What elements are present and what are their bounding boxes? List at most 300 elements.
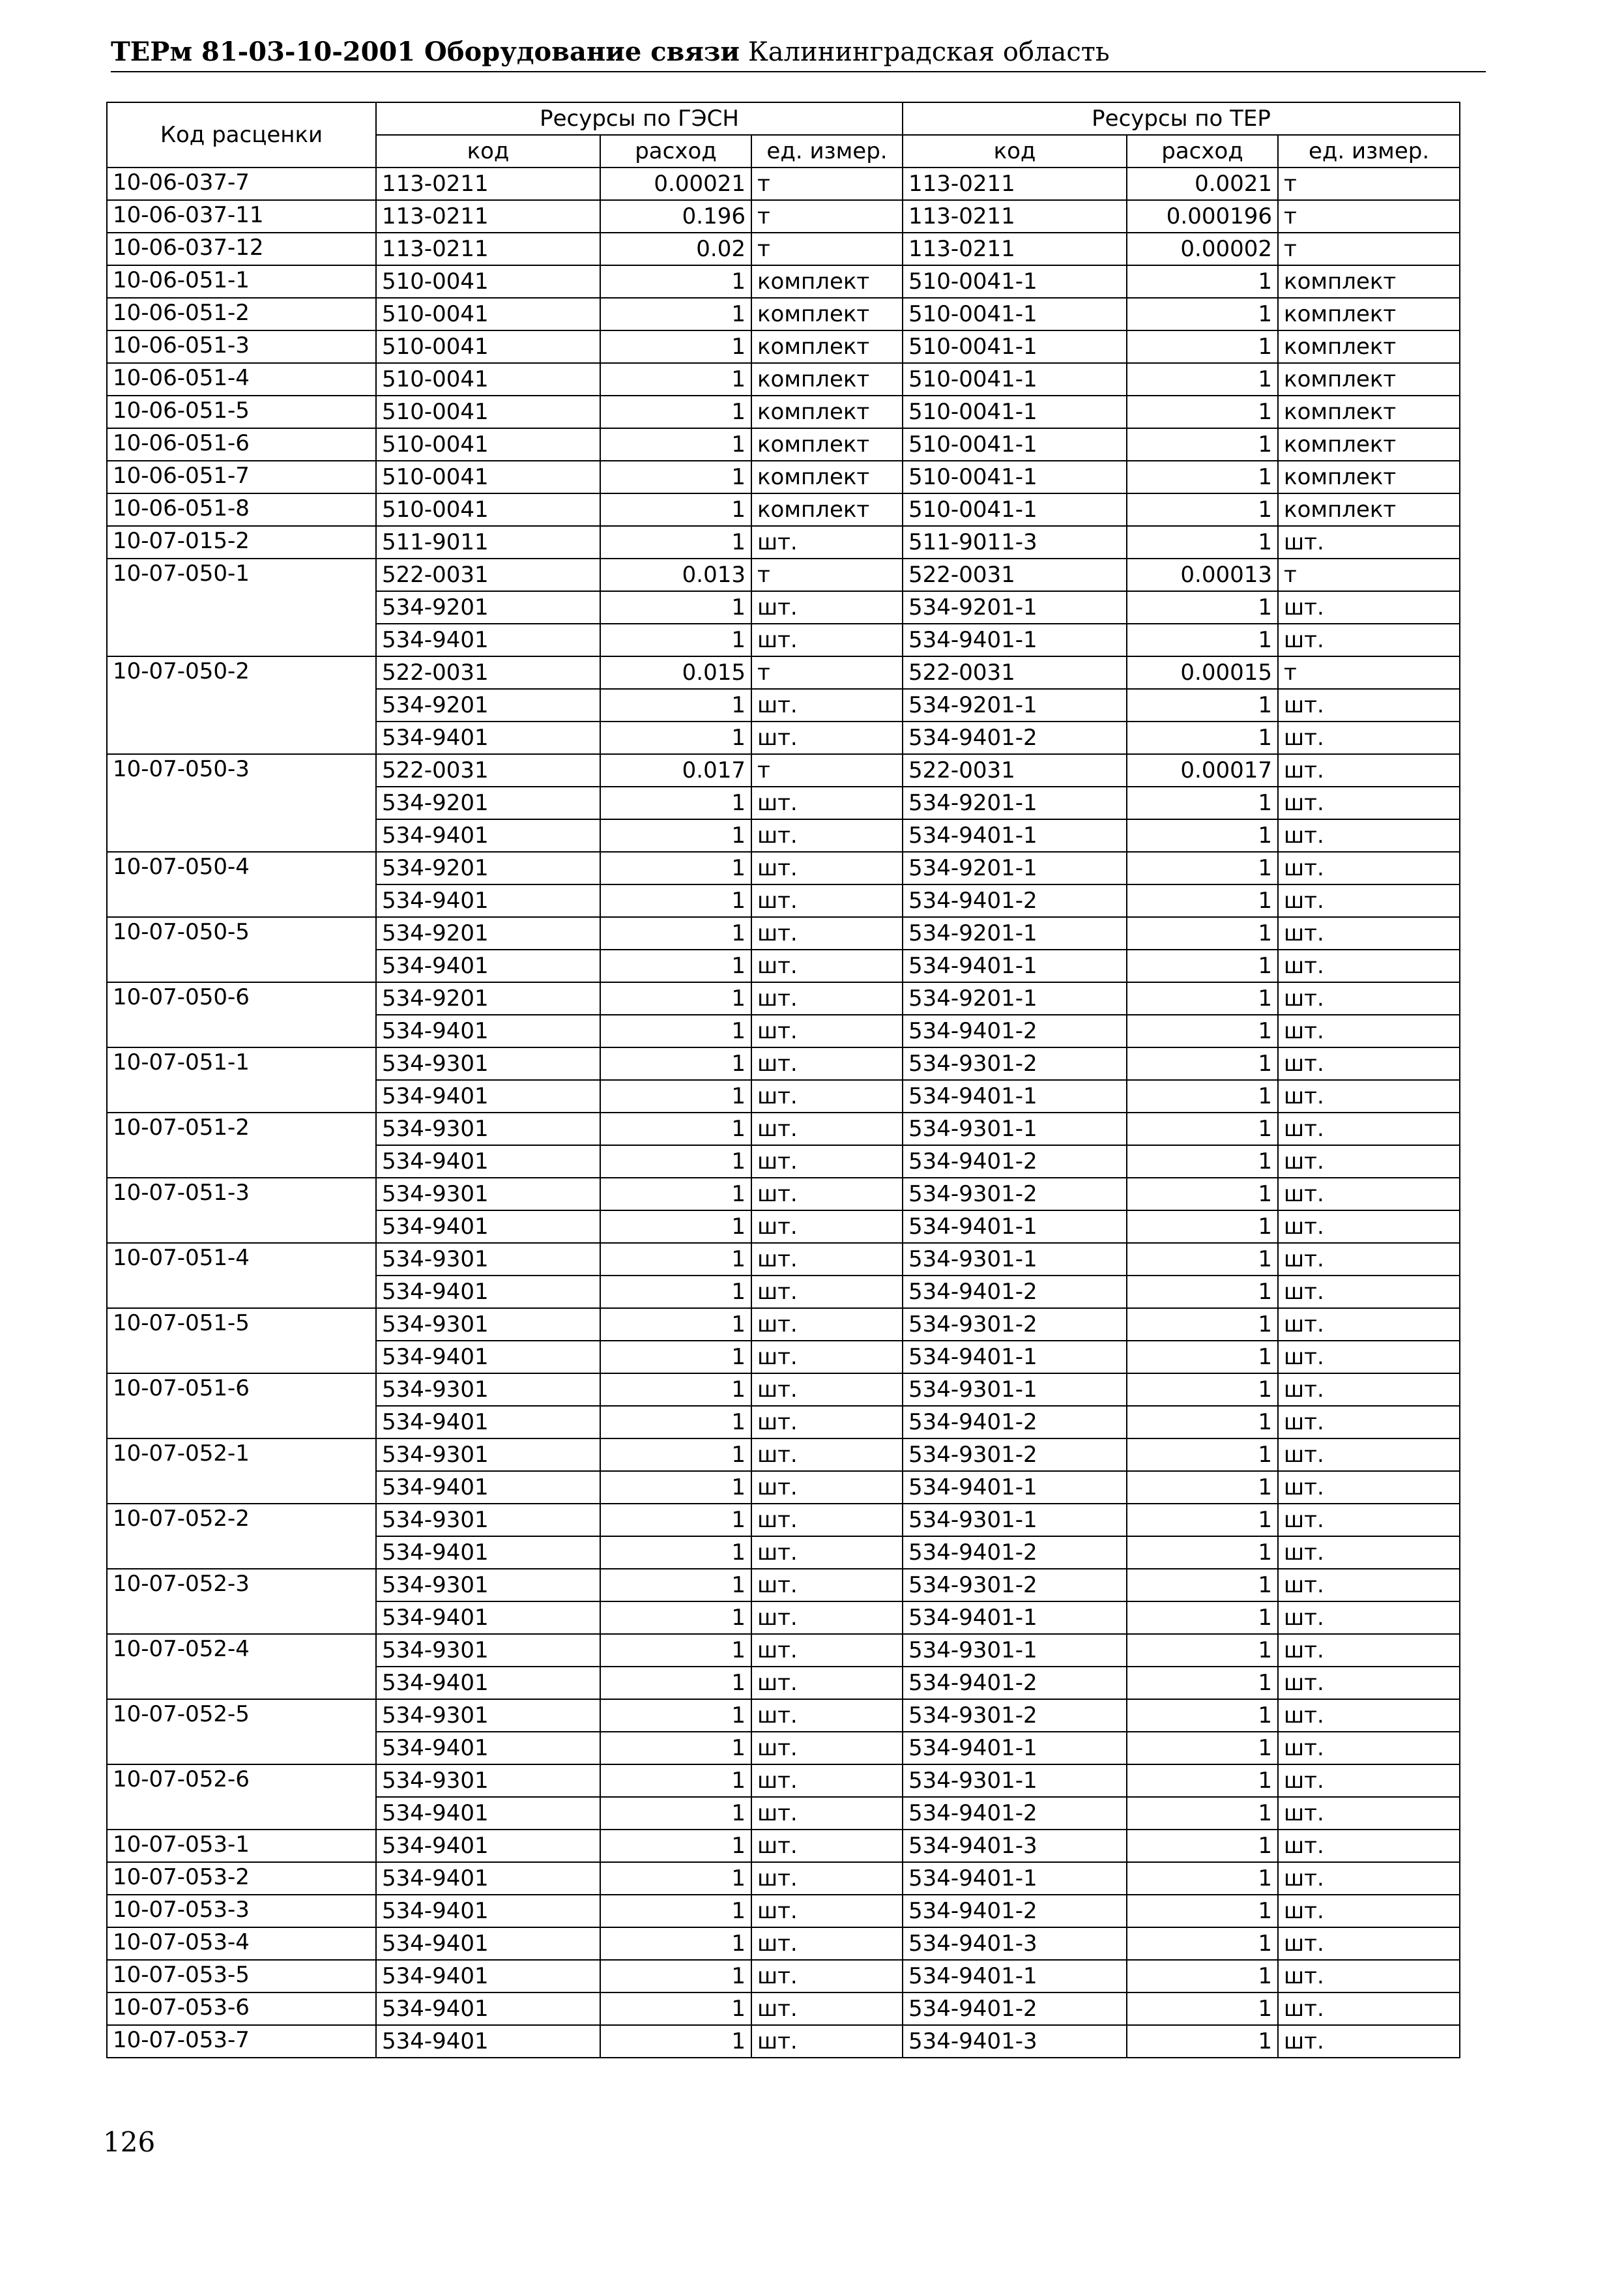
cell-ter-rate: 1: [1127, 2025, 1278, 2058]
cell-gesn-unit: шт.: [751, 1667, 903, 1699]
cell-ter-unit: т: [1278, 559, 1460, 591]
cell-gesn-unit: шт.: [751, 1601, 903, 1634]
cell-gesn-rate: 1: [600, 1764, 751, 1797]
cell-gesn-rate: 1: [600, 1797, 751, 1830]
cell-ter-rate: 1: [1127, 1862, 1278, 1895]
cell-gesn-code: 510-0041: [376, 265, 600, 298]
cell-gesn-code: 534-9401: [376, 1080, 600, 1113]
cell-ter-unit: шт.: [1278, 1895, 1460, 1927]
cell-rate-code: 10-07-015-2: [107, 526, 376, 559]
cell-gesn-unit: шт.: [751, 852, 903, 884]
cell-gesn-rate: 1: [600, 1471, 751, 1504]
cell-ter-unit: шт.: [1278, 1047, 1460, 1080]
cell-ter-unit: шт.: [1278, 1764, 1460, 1797]
cell-ter-rate: 1: [1127, 330, 1278, 363]
cell-ter-rate: 1: [1127, 298, 1278, 330]
cell-gesn-unit: шт.: [751, 1927, 903, 1960]
cell-ter-unit: шт.: [1278, 1634, 1460, 1667]
table-row: [107, 917, 1460, 950]
cell-ter-rate: 1: [1127, 722, 1278, 754]
cell-gesn-code: 534-9201: [376, 787, 600, 819]
cell-ter-unit: шт.: [1278, 1015, 1460, 1047]
cell-gesn-code: 534-9401: [376, 1210, 600, 1243]
cell-ter-unit: шт.: [1278, 1601, 1460, 1634]
cell-gesn-unit: комплект: [751, 396, 903, 428]
cell-gesn-unit: шт.: [751, 917, 903, 950]
cell-ter-code: 534-9401-1: [903, 1341, 1127, 1373]
cell-gesn-rate: 1: [600, 298, 751, 330]
cell-gesn-unit: шт.: [751, 982, 903, 1015]
cell-gesn-code: 534-9401: [376, 1536, 600, 1569]
cell-ter-code: 510-0041-1: [903, 493, 1127, 526]
cell-rate-code: 10-07-051-3: [107, 1178, 376, 1243]
cell-gesn-code: 534-9401: [376, 1601, 600, 1634]
cell-ter-unit: т: [1278, 168, 1460, 200]
cell-gesn-unit: т: [751, 754, 903, 787]
cell-gesn-rate: 1: [600, 2025, 751, 2058]
cell-gesn-code: 113-0211: [376, 233, 600, 265]
cell-ter-rate: 1: [1127, 852, 1278, 884]
cell-rate-code: 10-06-051-6: [107, 428, 376, 461]
cell-ter-code: 534-9301-1: [903, 1373, 1127, 1406]
cell-ter-rate: 1: [1127, 982, 1278, 1015]
table-row: [107, 330, 1460, 363]
cell-gesn-unit: шт.: [751, 884, 903, 917]
cell-gesn-unit: шт.: [751, 1047, 903, 1080]
cell-gesn-rate: 1: [600, 1634, 751, 1667]
cell-gesn-unit: шт.: [751, 1145, 903, 1178]
cell-ter-unit: шт.: [1278, 689, 1460, 722]
cell-gesn-unit: шт.: [751, 1243, 903, 1276]
cell-gesn-rate: 1: [600, 1373, 751, 1406]
cell-ter-unit: шт.: [1278, 1569, 1460, 1601]
cell-ter-unit: шт.: [1278, 1927, 1460, 1960]
header-gesn-rate: расход: [600, 135, 751, 168]
cell-gesn-unit: шт.: [751, 1536, 903, 1569]
cell-gesn-rate: 1: [600, 1992, 751, 2025]
cell-ter-rate: 1: [1127, 1569, 1278, 1601]
table-row: [107, 2025, 1460, 2058]
cell-ter-code: 534-9401-1: [903, 1210, 1127, 1243]
cell-ter-code: 534-9401-1: [903, 1471, 1127, 1504]
table-row: [107, 1047, 1460, 1080]
cell-gesn-rate: 0.196: [600, 200, 751, 233]
cell-ter-unit: т: [1278, 233, 1460, 265]
cell-gesn-unit: шт.: [751, 1308, 903, 1341]
cell-rate-code: 10-07-051-6: [107, 1373, 376, 1438]
cell-ter-unit: комплект: [1278, 363, 1460, 396]
cell-ter-unit: шт.: [1278, 1862, 1460, 1895]
cell-gesn-code: 510-0041: [376, 493, 600, 526]
table-row: [107, 168, 1460, 200]
cell-ter-code: 534-9401-1: [903, 950, 1127, 982]
cell-gesn-unit: шт.: [751, 787, 903, 819]
cell-gesn-unit: шт.: [751, 1895, 903, 1927]
cell-rate-code: 10-06-051-5: [107, 396, 376, 428]
cell-ter-rate: 1: [1127, 1927, 1278, 1960]
cell-gesn-code: 522-0031: [376, 656, 600, 689]
cell-ter-code: 534-9401-2: [903, 722, 1127, 754]
cell-gesn-unit: шт.: [751, 526, 903, 559]
table-row: [107, 852, 1460, 884]
cell-gesn-code: 510-0041: [376, 298, 600, 330]
cell-gesn-rate: 1: [600, 1080, 751, 1113]
cell-ter-rate: 1: [1127, 591, 1278, 624]
cell-rate-code: 10-07-052-4: [107, 1634, 376, 1699]
cell-gesn-rate: 1: [600, 363, 751, 396]
cell-ter-unit: шт.: [1278, 1341, 1460, 1373]
cell-ter-code: 510-0041-1: [903, 461, 1127, 493]
cell-gesn-unit: комплект: [751, 461, 903, 493]
cell-gesn-unit: шт.: [751, 722, 903, 754]
cell-ter-code: 534-9301-2: [903, 1569, 1127, 1601]
cell-ter-unit: шт.: [1278, 722, 1460, 754]
cell-ter-code: 510-0041-1: [903, 330, 1127, 363]
cell-ter-rate: 1: [1127, 1667, 1278, 1699]
cell-gesn-code: 534-9201: [376, 852, 600, 884]
cell-rate-code: 10-07-052-6: [107, 1764, 376, 1830]
cell-ter-code: 534-9201-1: [903, 689, 1127, 722]
cell-ter-rate: 1: [1127, 493, 1278, 526]
cell-gesn-rate: 1: [600, 884, 751, 917]
table-row: [107, 298, 1460, 330]
cell-ter-unit: шт.: [1278, 754, 1460, 787]
cell-rate-code: 10-07-052-1: [107, 1438, 376, 1504]
cell-gesn-unit: шт.: [751, 1504, 903, 1536]
cell-ter-unit: шт.: [1278, 1308, 1460, 1341]
cell-gesn-code: 534-9401: [376, 1732, 600, 1764]
cell-gesn-rate: 0.02: [600, 233, 751, 265]
cell-ter-rate: 1: [1127, 1341, 1278, 1373]
cell-ter-rate: 1: [1127, 265, 1278, 298]
cell-ter-code: 510-0041-1: [903, 363, 1127, 396]
cell-ter-rate: 1: [1127, 1830, 1278, 1862]
cell-ter-rate: 1: [1127, 396, 1278, 428]
header-code: Код расценки: [107, 102, 376, 168]
cell-rate-code: 10-07-053-5: [107, 1960, 376, 1992]
header-ter-code: код: [903, 135, 1127, 168]
cell-gesn-unit: комплект: [751, 428, 903, 461]
cell-rate-code: 10-07-050-2: [107, 656, 376, 754]
table-row: [107, 1243, 1460, 1276]
cell-ter-rate: 1: [1127, 1504, 1278, 1536]
cell-ter-code: 534-9401-1: [903, 1862, 1127, 1895]
cell-gesn-rate: 1: [600, 950, 751, 982]
cell-gesn-rate: 1: [600, 461, 751, 493]
cell-ter-code: 534-9201-1: [903, 917, 1127, 950]
cell-gesn-rate: 0.015: [600, 656, 751, 689]
cell-ter-rate: 1: [1127, 1797, 1278, 1830]
cell-gesn-unit: шт.: [751, 1471, 903, 1504]
cell-gesn-rate: 1: [600, 1569, 751, 1601]
cell-ter-code: 534-9401-2: [903, 1667, 1127, 1699]
cell-ter-rate: 1: [1127, 363, 1278, 396]
cell-gesn-rate: 1: [600, 1504, 751, 1536]
cell-gesn-code: 534-9401: [376, 1341, 600, 1373]
cell-ter-rate: 1: [1127, 1536, 1278, 1569]
cell-ter-unit: комплект: [1278, 298, 1460, 330]
cell-gesn-unit: шт.: [751, 1080, 903, 1113]
header-ter-group: Ресурсы по ТЕР: [903, 102, 1460, 135]
cell-ter-unit: шт.: [1278, 982, 1460, 1015]
cell-gesn-rate: 1: [600, 917, 751, 950]
cell-gesn-unit: шт.: [751, 1830, 903, 1862]
cell-rate-code: 10-07-050-1: [107, 559, 376, 656]
cell-ter-code: 534-9301-1: [903, 1634, 1127, 1667]
cell-gesn-unit: комплект: [751, 493, 903, 526]
cell-ter-unit: шт.: [1278, 950, 1460, 982]
cell-ter-rate: 1: [1127, 1047, 1278, 1080]
cell-gesn-code: 534-9201: [376, 982, 600, 1015]
cell-gesn-code: 534-9301: [376, 1764, 600, 1797]
table-row: [107, 1830, 1460, 1862]
cell-gesn-unit: шт.: [751, 819, 903, 852]
cell-gesn-code: 534-9301: [376, 1438, 600, 1471]
header-gesn-unit: ед. измер.: [751, 135, 903, 168]
cell-ter-rate: 1: [1127, 461, 1278, 493]
cell-gesn-unit: шт.: [751, 1634, 903, 1667]
cell-gesn-code: 534-9401: [376, 1895, 600, 1927]
cell-gesn-rate: 1: [600, 1145, 751, 1178]
page-header: [111, 36, 1486, 72]
cell-ter-unit: шт.: [1278, 1406, 1460, 1438]
cell-gesn-rate: 1: [600, 265, 751, 298]
cell-ter-rate: 1: [1127, 428, 1278, 461]
cell-ter-unit: шт.: [1278, 1243, 1460, 1276]
cell-ter-rate: 1: [1127, 1895, 1278, 1927]
cell-gesn-code: 510-0041: [376, 396, 600, 428]
cell-gesn-rate: 1: [600, 1601, 751, 1634]
cell-ter-code: 534-9301-1: [903, 1764, 1127, 1797]
cell-ter-rate: 0.00017: [1127, 754, 1278, 787]
table-row: [107, 656, 1460, 689]
cell-ter-unit: шт.: [1278, 1699, 1460, 1732]
cell-gesn-code: 510-0041: [376, 363, 600, 396]
table-header: [107, 102, 1460, 168]
header-ter-unit: ед. измер.: [1278, 135, 1460, 168]
cell-ter-code: 534-9401-2: [903, 1406, 1127, 1438]
table-row: [107, 363, 1460, 396]
table-row: [107, 1504, 1460, 1536]
cell-gesn-rate: 1: [600, 1341, 751, 1373]
table-row: [107, 1992, 1460, 2025]
cell-rate-code: 10-06-051-1: [107, 265, 376, 298]
header-title-region: Калининградская область: [747, 37, 1110, 67]
cell-gesn-code: 534-9301: [376, 1243, 600, 1276]
cell-gesn-unit: комплект: [751, 330, 903, 363]
cell-gesn-rate: 1: [600, 1699, 751, 1732]
cell-ter-code: 534-9401-3: [903, 1927, 1127, 1960]
table-body: [107, 168, 1460, 2058]
cell-ter-rate: 1: [1127, 1699, 1278, 1732]
cell-gesn-rate: 1: [600, 1895, 751, 1927]
cell-gesn-unit: шт.: [751, 1341, 903, 1373]
cell-ter-rate: 1: [1127, 1373, 1278, 1406]
table-row: [107, 1308, 1460, 1341]
cell-ter-unit: шт.: [1278, 852, 1460, 884]
cell-ter-code: 534-9301-2: [903, 1438, 1127, 1471]
cell-ter-rate: 1: [1127, 819, 1278, 852]
cell-gesn-rate: 1: [600, 1960, 751, 1992]
cell-ter-code: 534-9201-1: [903, 852, 1127, 884]
header-title-bold: ТЕРм 81-03-10-2001 Оборудование связи: [111, 36, 740, 67]
cell-gesn-code: 534-9401: [376, 1960, 600, 1992]
cell-ter-unit: шт.: [1278, 819, 1460, 852]
cell-gesn-unit: т: [751, 200, 903, 233]
table-row: [107, 493, 1460, 526]
cell-rate-code: 10-06-051-2: [107, 298, 376, 330]
cell-ter-code: 534-9301-1: [903, 1243, 1127, 1276]
cell-ter-unit: шт.: [1278, 1178, 1460, 1210]
cell-gesn-code: 534-9401: [376, 884, 600, 917]
cell-rate-code: 10-06-037-12: [107, 233, 376, 265]
cell-rate-code: 10-07-051-5: [107, 1308, 376, 1373]
cell-gesn-code: 534-9301: [376, 1504, 600, 1536]
table-row: [107, 1113, 1460, 1145]
cell-ter-code: 522-0031: [903, 656, 1127, 689]
cell-gesn-rate: 1: [600, 330, 751, 363]
cell-ter-code: 510-0041-1: [903, 428, 1127, 461]
cell-gesn-rate: 1: [600, 526, 751, 559]
cell-gesn-code: 510-0041: [376, 428, 600, 461]
cell-gesn-rate: 1: [600, 787, 751, 819]
cell-gesn-unit: шт.: [751, 591, 903, 624]
cell-ter-unit: шт.: [1278, 1504, 1460, 1536]
cell-gesn-unit: комплект: [751, 298, 903, 330]
cell-rate-code: 10-06-051-4: [107, 363, 376, 396]
cell-gesn-rate: 1: [600, 624, 751, 656]
cell-ter-rate: 1: [1127, 787, 1278, 819]
cell-ter-code: 534-9401-1: [903, 1960, 1127, 1992]
table-row: [107, 461, 1460, 493]
cell-rate-code: 10-06-051-3: [107, 330, 376, 363]
cell-gesn-unit: комплект: [751, 265, 903, 298]
cell-gesn-unit: шт.: [751, 1276, 903, 1308]
cell-gesn-unit: шт.: [751, 624, 903, 656]
cell-gesn-code: 522-0031: [376, 754, 600, 787]
table-row: [107, 1178, 1460, 1210]
cell-gesn-rate: 0.017: [600, 754, 751, 787]
cell-ter-unit: т: [1278, 200, 1460, 233]
cell-ter-rate: 1: [1127, 1732, 1278, 1764]
cell-ter-code: 534-9401-2: [903, 1992, 1127, 2025]
cell-ter-unit: комплект: [1278, 461, 1460, 493]
cell-gesn-rate: 1: [600, 1536, 751, 1569]
cell-gesn-rate: 1: [600, 1276, 751, 1308]
table-row: [107, 200, 1460, 233]
header-gesn-group: Ресурсы по ГЭСН: [376, 102, 903, 135]
cell-gesn-unit: шт.: [751, 1960, 903, 1992]
cell-gesn-rate: 1: [600, 1438, 751, 1471]
cell-gesn-unit: т: [751, 233, 903, 265]
cell-ter-code: 534-9201-1: [903, 982, 1127, 1015]
cell-ter-unit: шт.: [1278, 917, 1460, 950]
cell-ter-rate: 1: [1127, 1992, 1278, 2025]
cell-gesn-code: 534-9301: [376, 1373, 600, 1406]
cell-ter-rate: 1: [1127, 1080, 1278, 1113]
cell-gesn-rate: 1: [600, 982, 751, 1015]
table-row: [107, 1438, 1460, 1471]
cell-ter-unit: шт.: [1278, 1732, 1460, 1764]
cell-gesn-rate: 0.00021: [600, 168, 751, 200]
cell-ter-rate: 1: [1127, 884, 1278, 917]
cell-rate-code: 10-07-053-1: [107, 1830, 376, 1862]
cell-ter-rate: 1: [1127, 1113, 1278, 1145]
cell-ter-rate: 1: [1127, 1634, 1278, 1667]
cell-gesn-code: 534-9401: [376, 722, 600, 754]
cell-gesn-rate: 1: [600, 1113, 751, 1145]
cell-ter-rate: 1: [1127, 1960, 1278, 1992]
cell-ter-rate: 1: [1127, 1178, 1278, 1210]
cell-ter-code: 113-0211: [903, 168, 1127, 200]
cell-gesn-rate: 1: [600, 1308, 751, 1341]
cell-gesn-code: 113-0211: [376, 168, 600, 200]
cell-rate-code: 10-07-053-2: [107, 1862, 376, 1895]
cell-gesn-code: 534-9401: [376, 1471, 600, 1504]
cell-gesn-code: 534-9301: [376, 1047, 600, 1080]
cell-ter-code: 534-9401-1: [903, 624, 1127, 656]
cell-gesn-unit: шт.: [751, 1764, 903, 1797]
cell-ter-unit: шт.: [1278, 884, 1460, 917]
cell-ter-code: 534-9301-2: [903, 1308, 1127, 1341]
cell-ter-unit: шт.: [1278, 1960, 1460, 1992]
cell-gesn-unit: шт.: [751, 1732, 903, 1764]
cell-ter-unit: шт.: [1278, 1471, 1460, 1504]
table-row: [107, 233, 1460, 265]
cell-gesn-rate: 1: [600, 428, 751, 461]
cell-ter-rate: 0.00015: [1127, 656, 1278, 689]
cell-ter-rate: 1: [1127, 526, 1278, 559]
cell-rate-code: 10-06-051-8: [107, 493, 376, 526]
cell-gesn-unit: шт.: [751, 2025, 903, 2058]
cell-rate-code: 10-07-050-3: [107, 754, 376, 852]
cell-ter-code: 534-9301-1: [903, 1113, 1127, 1145]
cell-rate-code: 10-06-037-11: [107, 200, 376, 233]
table-row: [107, 1373, 1460, 1406]
cell-gesn-rate: 1: [600, 591, 751, 624]
cell-gesn-code: 534-9301: [376, 1308, 600, 1341]
cell-gesn-code: 534-9301: [376, 1113, 600, 1145]
cell-ter-code: 534-9301-2: [903, 1178, 1127, 1210]
cell-ter-unit: шт.: [1278, 1667, 1460, 1699]
cell-gesn-unit: шт.: [751, 1406, 903, 1438]
cell-rate-code: 10-06-037-7: [107, 168, 376, 200]
cell-gesn-code: 534-9401: [376, 1992, 600, 2025]
cell-gesn-unit: т: [751, 559, 903, 591]
cell-gesn-rate: 1: [600, 1015, 751, 1047]
cell-gesn-rate: 1: [600, 493, 751, 526]
cell-gesn-code: 534-9401: [376, 1406, 600, 1438]
table-row: [107, 428, 1460, 461]
cell-ter-rate: 1: [1127, 1276, 1278, 1308]
cell-gesn-rate: 1: [600, 852, 751, 884]
cell-rate-code: 10-07-053-3: [107, 1895, 376, 1927]
cell-gesn-rate: 1: [600, 1830, 751, 1862]
table-row: [107, 559, 1460, 591]
table-row: [107, 1699, 1460, 1732]
cell-gesn-rate: 1: [600, 1210, 751, 1243]
cell-ter-code: 534-9301-2: [903, 1047, 1127, 1080]
cell-gesn-rate: 1: [600, 1927, 751, 1960]
cell-gesn-code: 534-9301: [376, 1699, 600, 1732]
cell-ter-unit: комплект: [1278, 428, 1460, 461]
cell-gesn-code: 534-9401: [376, 1015, 600, 1047]
table-row: [107, 1764, 1460, 1797]
cell-ter-rate: 0.0021: [1127, 168, 1278, 200]
header-ter-rate: расход: [1127, 135, 1278, 168]
cell-ter-rate: 0.000196: [1127, 200, 1278, 233]
cell-ter-unit: шт.: [1278, 2025, 1460, 2058]
